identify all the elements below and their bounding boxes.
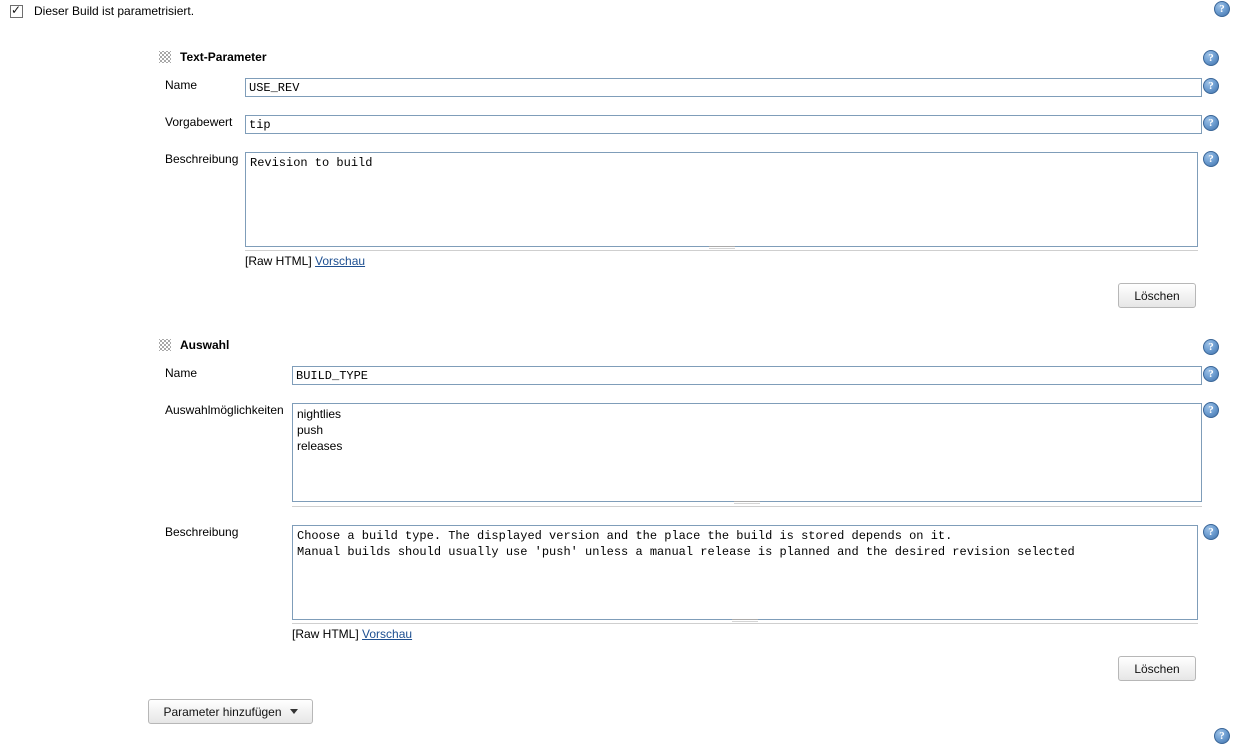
help-icon-description-auswahl[interactable]: ? [1203,524,1219,540]
raw-html-label-auswahl: [Raw HTML] [292,627,359,641]
label-description-auswahl: Beschreibung [165,525,239,539]
resize-grip-choices-auswahl[interactable] [292,500,1202,505]
textarea-choices-auswahl[interactable] [292,403,1202,502]
divider-description-auswahl [292,623,1198,624]
divider-choices-auswahl [292,506,1202,507]
add-parameter-label: Parameter hinzufügen [163,704,282,719]
build-parameterized-checkbox[interactable] [10,5,23,18]
divider-description-text-parameter [245,250,1198,251]
build-parameterized-label: Dieser Build ist parametrisiert. [34,4,195,18]
textarea-description-text-parameter[interactable] [245,152,1198,247]
help-icon-name-auswahl[interactable]: ? [1203,366,1219,382]
raw-html-line-text-parameter [245,254,365,268]
input-default-text-parameter[interactable] [245,115,1202,134]
help-icon-name-text-parameter[interactable]: ? [1203,78,1219,94]
raw-html-line-auswahl [292,627,412,641]
help-icon-description-text-parameter[interactable]: ? [1203,151,1219,167]
chevron-down-icon [290,709,298,714]
delete-button-text-parameter[interactable]: Löschen [1118,283,1196,308]
textarea-description-auswahl[interactable] [292,525,1198,620]
label-choices-auswahl: Auswahlmöglichkeiten [165,403,284,417]
add-parameter-button[interactable] [148,699,313,724]
label-name-auswahl: Name [165,366,198,380]
help-icon-footer[interactable]: ? [1214,728,1230,744]
preview-link-text-parameter[interactable]: Vorschau [315,254,366,268]
drag-handle-icon-text-parameter[interactable] [159,51,171,63]
section-title-auswahl: Auswahl [180,338,230,352]
preview-link-auswahl[interactable]: Vorschau [362,627,413,641]
drag-handle-icon-auswahl[interactable] [159,339,171,351]
raw-html-label-text-parameter: [Raw HTML] [245,254,312,268]
help-icon-default-text-parameter[interactable]: ? [1203,115,1219,131]
build-parameterized-row[interactable] [10,4,194,18]
input-name-auswahl[interactable] [292,366,1202,385]
help-icon[interactable]: ? [1214,1,1230,17]
section-title-text-parameter: Text-Parameter [180,50,267,64]
help-icon-section-auswahl[interactable]: ? [1203,339,1219,355]
help-icon-section-text-parameter[interactable]: ? [1203,50,1219,66]
delete-button-auswahl[interactable]: Löschen [1118,656,1196,681]
label-name-text-parameter: Name [165,78,198,92]
input-name-text-parameter[interactable] [245,78,1202,97]
help-icon-choices-auswahl[interactable]: ? [1203,402,1219,418]
label-default-text-parameter: Vorgabewert [165,115,233,129]
label-description-text-parameter: Beschreibung [165,152,239,166]
